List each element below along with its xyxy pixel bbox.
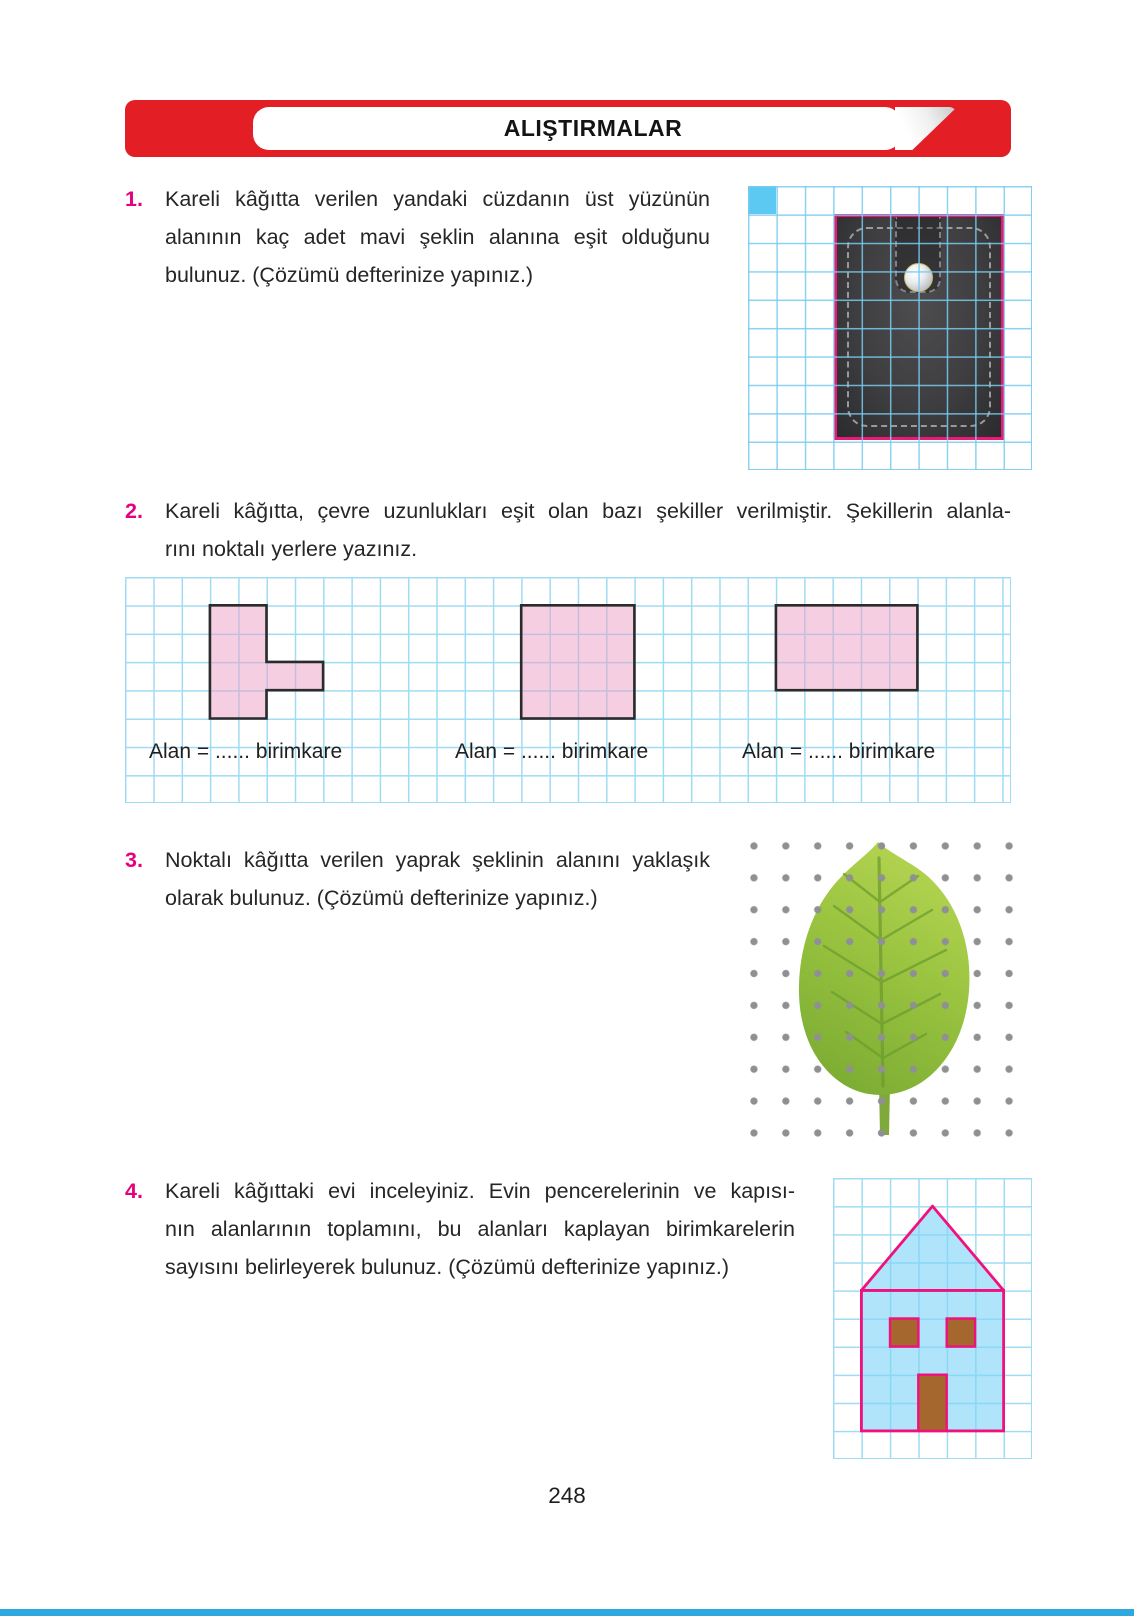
shapes-grid-figure (125, 577, 1011, 803)
exercise-4-text (165, 1172, 795, 1286)
house-door (918, 1375, 946, 1431)
exercise-4-number: 4. (125, 1179, 143, 1203)
exercise-2-text (165, 492, 1011, 568)
exercise-2-line: Kareli kâğıtta, çevre uzunlukları eşit olan bazı şekiller verilmiştir. Şekillerin alanla- (165, 499, 1011, 523)
t-shape-figure (210, 605, 323, 718)
exercise-3-number: 3. (125, 848, 143, 872)
house-window-right (947, 1319, 975, 1347)
house-figure (833, 1178, 1032, 1459)
page-number: 248 (548, 1483, 586, 1508)
section-title: ALIŞTIRMALAR (503, 115, 683, 141)
exercise-3-line: olarak bulunuz. (Çözümü defterinize yapınız.) (165, 886, 598, 910)
exercise-3-text (165, 841, 710, 917)
wallet-figure (834, 214, 1004, 440)
pink-shapes (125, 577, 1011, 803)
exercise-1 (125, 180, 710, 294)
exercises-banner (125, 100, 1011, 157)
house-grid-figure (833, 1178, 1032, 1459)
house-roof (861, 1206, 1003, 1290)
rectangle-shape-figure (776, 605, 918, 690)
area-answer-label: Alan = ...... birimkare (149, 740, 343, 763)
page-bottom-strip (0, 1609, 1134, 1616)
wallet-snap-button (904, 263, 933, 292)
blue-unit-square (748, 186, 776, 214)
exercise-1-line: bulunuz. (Çözümü defterinize yapınız.) (165, 263, 534, 287)
exercise-1-line: Kareli kâğıtta verilen yandaki cüzdanın üst yüzünün (165, 187, 710, 211)
square-shape-figure (521, 605, 634, 718)
exercise-1-line: alanının kaç adet mavi şeklin alanına eşit olduğunu (165, 225, 710, 249)
exercise-3-line: Noktalı kâğıtta verilen yaprak şeklinin alanını yaklaşık (165, 848, 710, 872)
exercise-1-number: 1. (125, 187, 143, 211)
exercise-4-line: sayısını belirleyerek bulunuz. (Çözümü defterinize yapınız.) (165, 1255, 730, 1279)
house-window-left (890, 1319, 918, 1347)
exercise-3 (125, 841, 710, 917)
area-answer-label: Alan = ...... birimkare (742, 740, 936, 763)
exercise-2 (125, 492, 1011, 568)
exercise-1-text (165, 180, 710, 294)
exercise-4-line: Kareli kâğıttaki evi inceleyiniz. Evin pencerelerinin ve kapısı- (165, 1179, 795, 1203)
wallet-grid-figure (748, 186, 1032, 470)
leaf-figure (780, 836, 988, 1138)
exercise-4-line: nın alanlarının toplamını, bu alanları kaplayan birimkarelerin (165, 1217, 795, 1241)
exercise-2-line: rını noktalı yerlere yazınız. (165, 537, 418, 561)
exercise-2-number: 2. (125, 499, 143, 523)
exercise-4 (125, 1172, 795, 1286)
area-answer-label: Alan = ...... birimkare (455, 740, 649, 763)
